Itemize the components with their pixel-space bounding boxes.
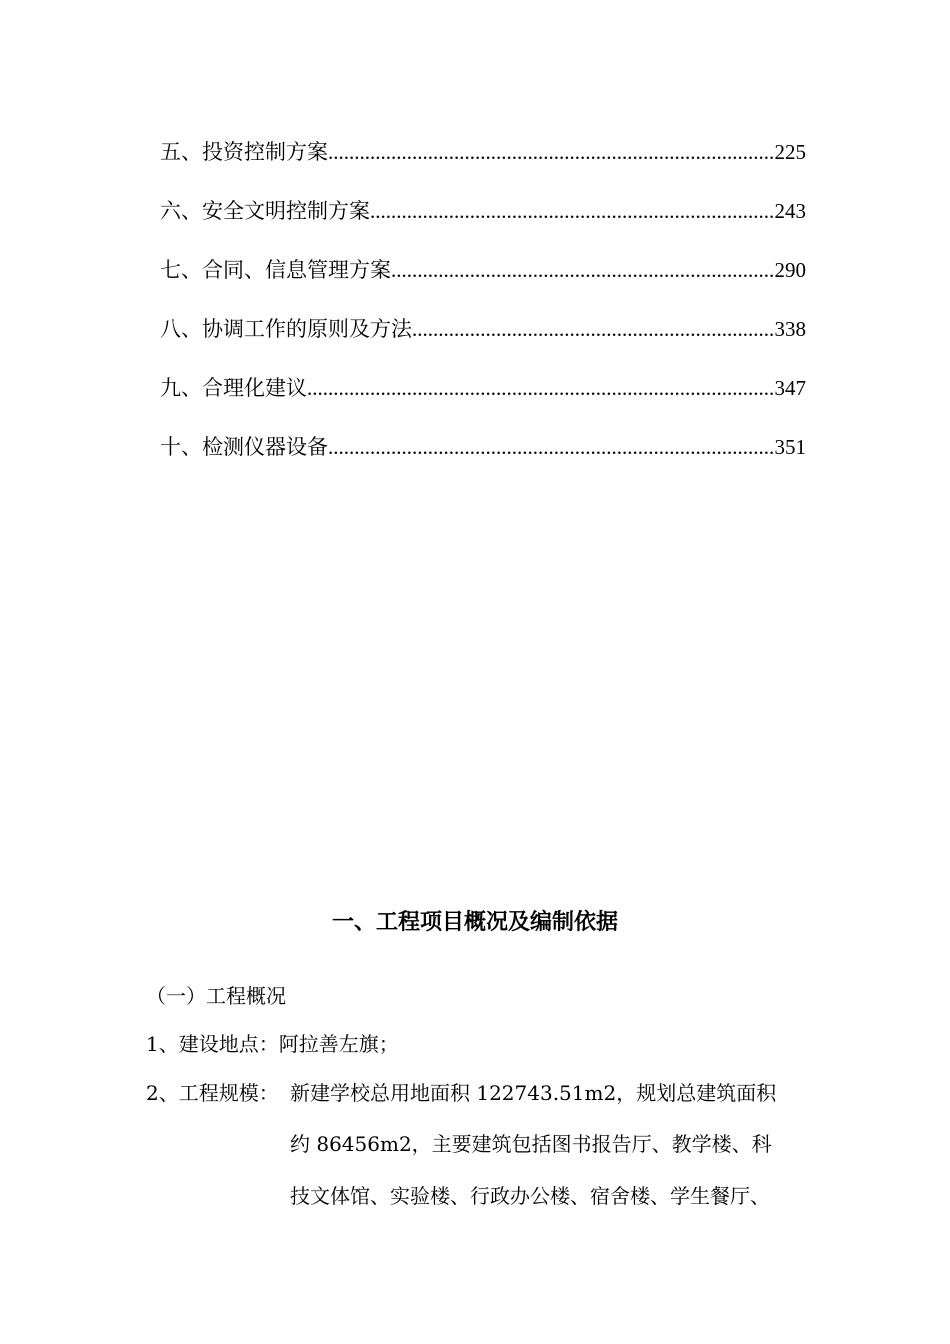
toc-entry-suggestions[interactable] xyxy=(160,372,806,431)
table-of-contents xyxy=(160,136,806,490)
toc-entry-page: 338 xyxy=(774,317,806,341)
toc-entry-page: 290 xyxy=(774,258,806,282)
toc-entry-safety[interactable] xyxy=(160,195,806,254)
toc-leader-dots xyxy=(412,317,775,342)
list-item-location: 1、建设地点：阿拉善左旗； xyxy=(146,1032,399,1056)
toc-entry-page: 243 xyxy=(774,199,806,223)
subsection-heading: （一）工程概况 xyxy=(146,984,286,1008)
list-item-scale-line: 新建学校总用地面积 122743.51m2，规划总建筑面积 xyxy=(290,1081,777,1105)
toc-entry-title: 十、检测仪器设备 xyxy=(160,435,328,459)
toc-entry-coordination[interactable] xyxy=(160,313,806,372)
toc-leader-dots xyxy=(328,140,775,165)
toc-leader-dots xyxy=(328,435,775,460)
toc-entry-page: 347 xyxy=(774,376,806,400)
toc-entry-title: 九、合理化建议 xyxy=(160,376,307,400)
toc-entry-investment[interactable] xyxy=(160,136,806,195)
toc-entry-contract[interactable] xyxy=(160,254,806,313)
toc-leader-dots xyxy=(370,199,775,224)
list-item-scale-line: 技文体馆、实验楼、行政办公楼、宿舍楼、学生餐厅、 xyxy=(290,1184,770,1208)
list-item-scale-label: 2、工程规模： xyxy=(146,1081,279,1105)
toc-entry-page: 351 xyxy=(774,435,806,459)
toc-entry-title: 五、投资控制方案 xyxy=(160,140,328,164)
toc-entry-equipment[interactable] xyxy=(160,431,806,490)
toc-entry-title: 七、合同、信息管理方案 xyxy=(160,258,391,282)
toc-entry-title: 八、协调工作的原则及方法 xyxy=(160,317,412,341)
section-heading: 一、工程项目概况及编制依据 xyxy=(331,910,618,935)
toc-leader-dots xyxy=(391,258,775,283)
toc-leader-dots xyxy=(307,376,775,401)
list-item-scale-line: 约 86456m2，主要建筑包括图书报告厅、教学楼、科 xyxy=(290,1132,772,1156)
toc-entry-page: 225 xyxy=(774,140,806,164)
toc-entry-title: 六、安全文明控制方案 xyxy=(160,199,370,223)
